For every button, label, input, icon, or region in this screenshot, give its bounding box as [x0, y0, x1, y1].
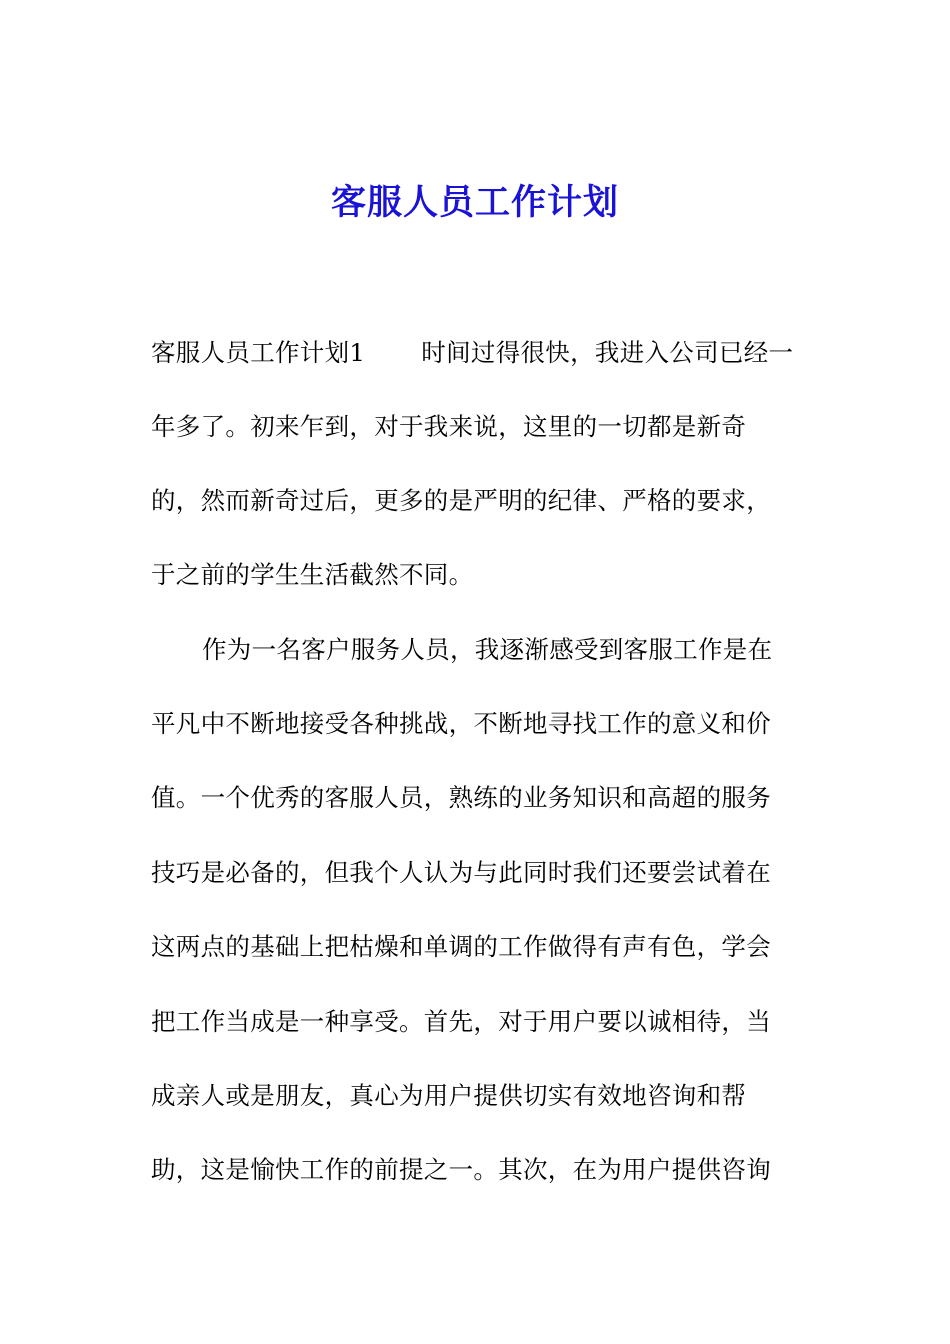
paragraph-line: 的，然而新奇过后，更多的是严明的纪律、严格的要求， [151, 486, 771, 515]
section-heading: 客服人员工作计划1 [151, 338, 366, 367]
paragraph-line: 成亲人或是朋友，真心为用户提供切实有效地咨询和帮 [151, 1081, 747, 1110]
paragraph-line: 作为一名客户服务人员，我逐渐感受到客服工作是在 [202, 635, 773, 664]
document-title: 客服人员工作计划 [330, 182, 619, 223]
paragraph-line: 助，这是愉快工作的前提之一。其次，在为用户提供咨询 [151, 1155, 771, 1184]
paragraph-line: 技巧是必备的，但我个人认为与此同时我们还要尝试着在 [151, 858, 771, 887]
paragraph-line [151, 336, 793, 370]
paragraph-line: 于之前的学生生活截然不同。 [151, 560, 474, 589]
paragraph-line: 把工作当成是一种享受。首先，对于用户要以诚相待，当 [151, 1007, 771, 1036]
line-text: 时间过得很快，我进入公司已经一 [421, 338, 794, 367]
paragraph-line: 年多了。初来乍到，对于我来说，这里的一切都是新奇 [151, 412, 747, 441]
paragraph-line: 平凡中不断地接受各种挑战，不断地寻找工作的意义和价 [151, 709, 771, 738]
paragraph-line: 值。一个优秀的客服人员，熟练的业务知识和高超的服务 [151, 783, 771, 812]
paragraph-line: 这两点的基础上把枯燥和单调的工作做得有声有色，学会 [151, 932, 771, 961]
